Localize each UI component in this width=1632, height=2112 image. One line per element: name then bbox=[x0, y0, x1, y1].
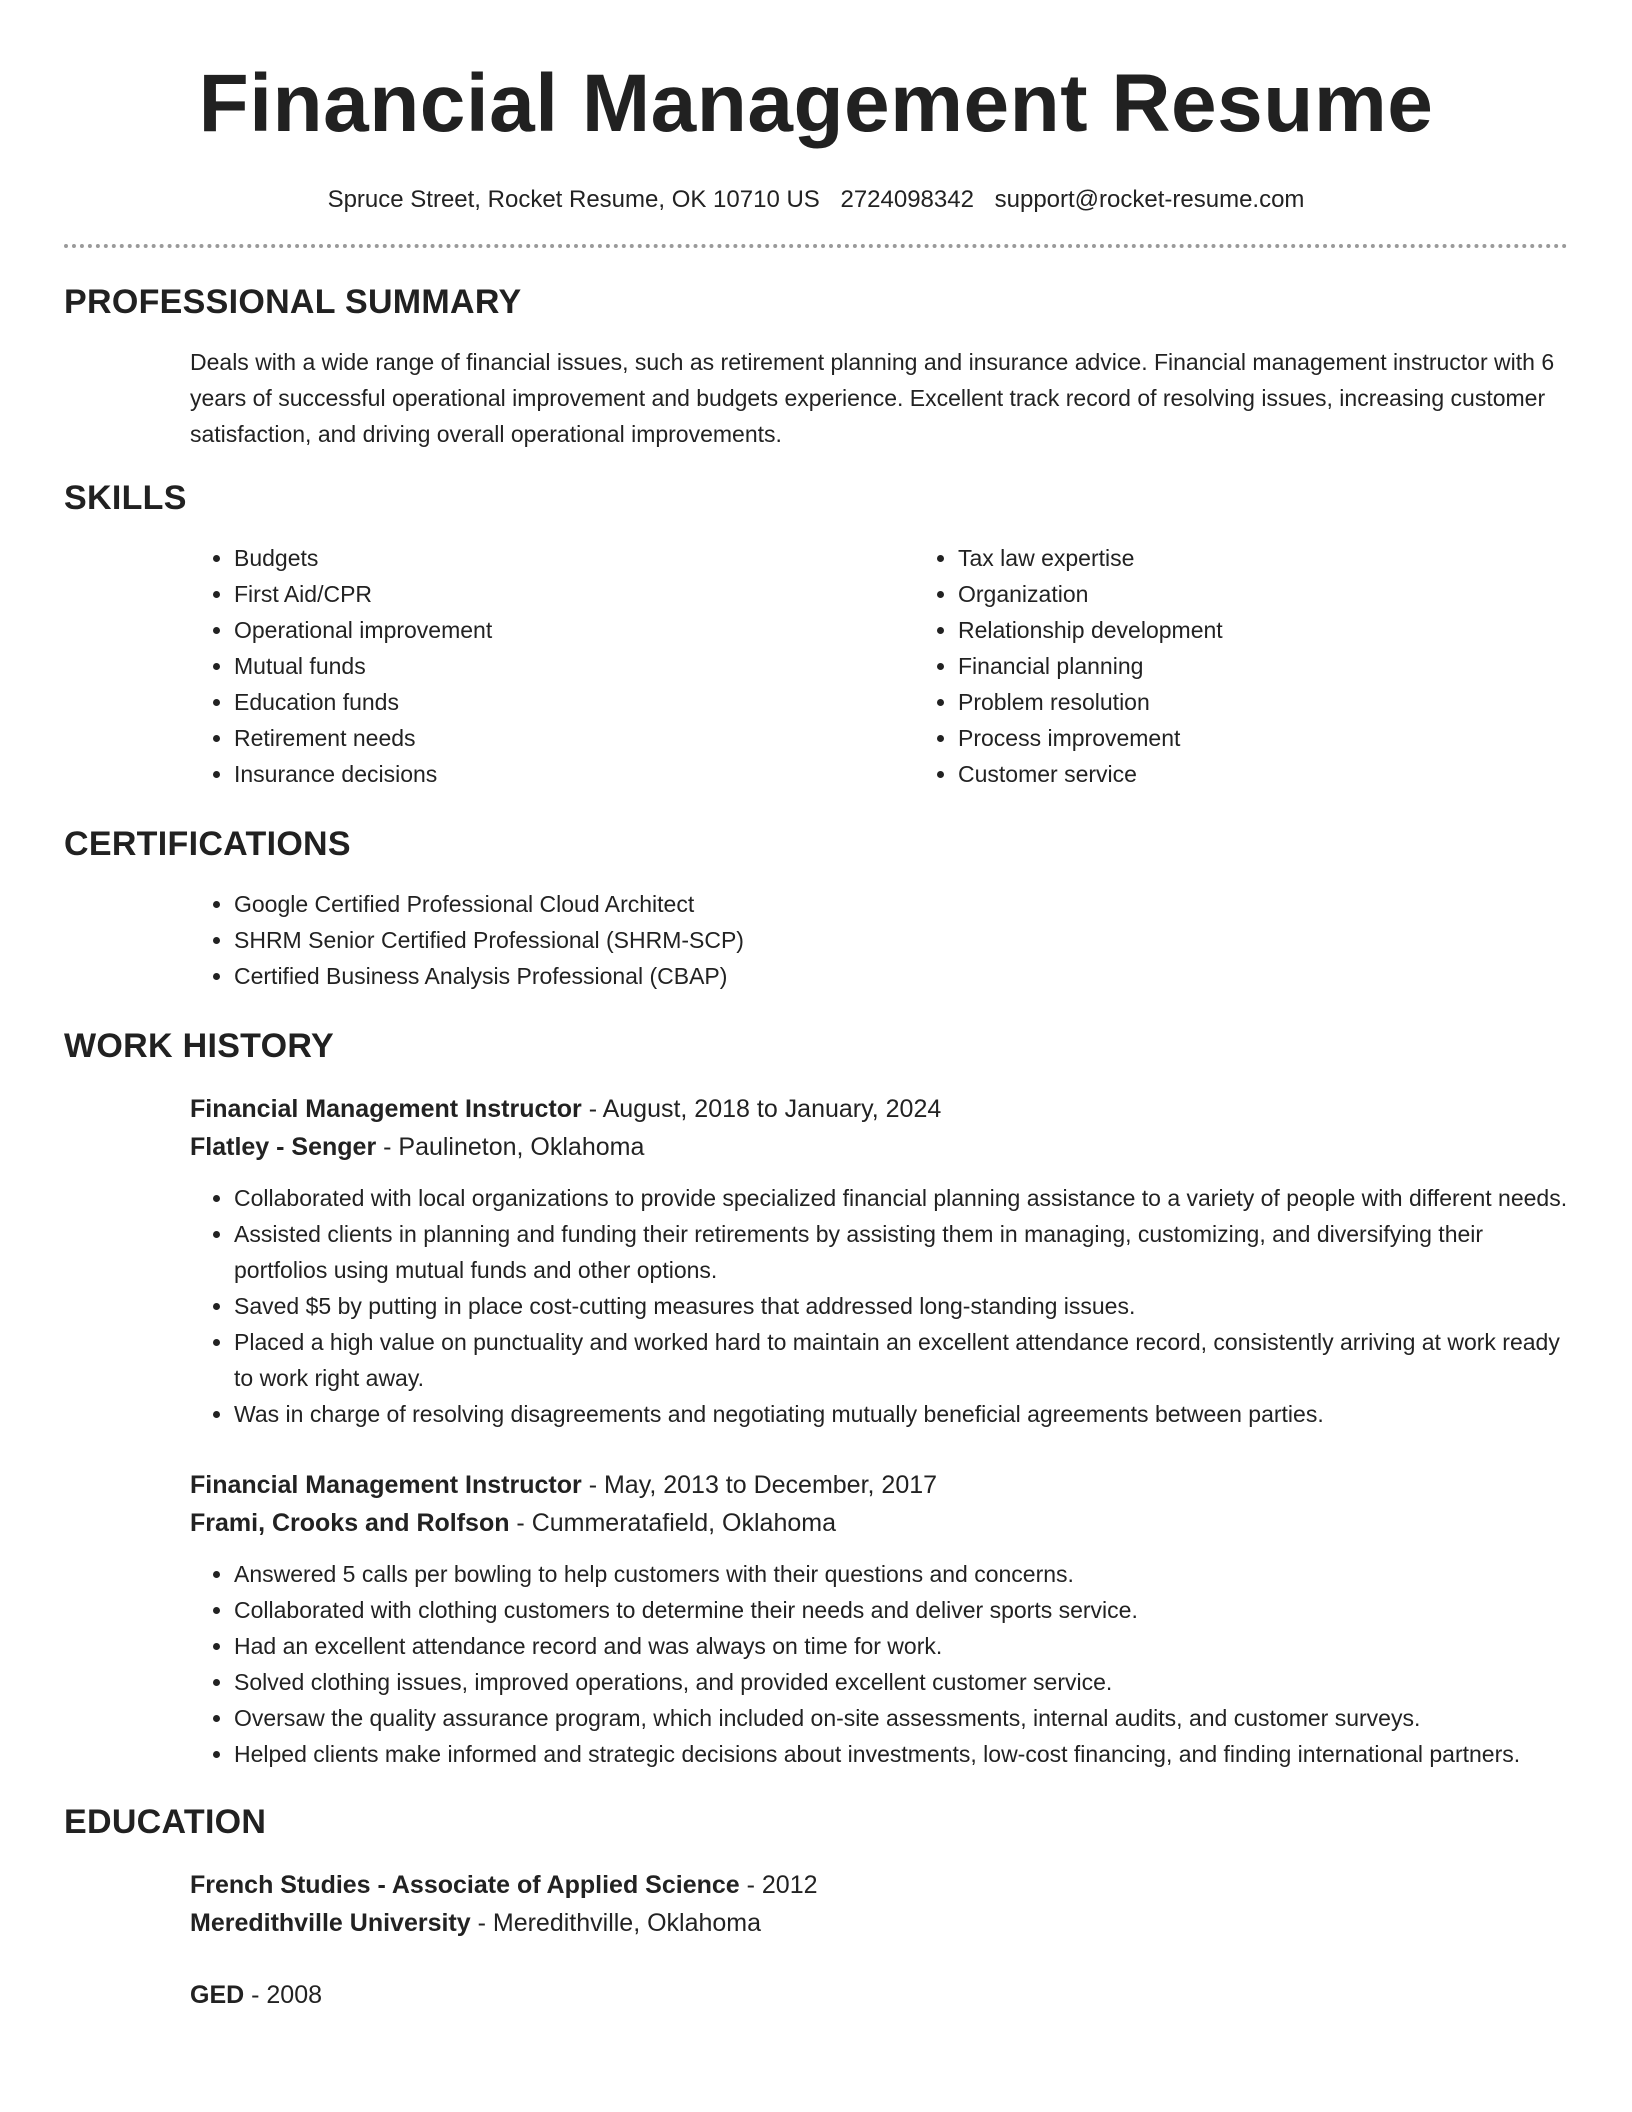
skill-item: • Relationship development bbox=[958, 612, 1558, 648]
job-entry bbox=[190, 1090, 1568, 1432]
job-bullet: • Had an excellent attendance record and was always on time for work. bbox=[234, 1628, 1568, 1664]
education-body bbox=[190, 1866, 1568, 2014]
summary-text: Deals with a wide range of financial issues, such as retirement planning and insurance advice. Financial management instructor with 6 years of successful operational improvement and budgets experience. Excellent track record of resolving issues, increasing customer satisfaction, and driving overall operational improvements. bbox=[190, 349, 1555, 447]
job-title-line bbox=[190, 1090, 1568, 1128]
job-bullet: • Saved $5 by putting in place cost-cutting measures that addressed long-standing issues. bbox=[234, 1288, 1568, 1324]
summary-heading: PROFESSIONAL SUMMARY bbox=[64, 283, 522, 321]
skill-item: • Operational improvement bbox=[234, 612, 914, 648]
resume-title: Financial Management Resume bbox=[198, 58, 1434, 149]
header-divider bbox=[64, 244, 1568, 248]
education-entry bbox=[190, 1866, 1568, 1942]
skill-item: • Financial planning bbox=[958, 648, 1558, 684]
job-bullet: • Collaborated with clothing customers to determine their needs and deliver sports service. bbox=[234, 1592, 1568, 1628]
resume-header bbox=[64, 0, 1568, 216]
job-bullet: • Placed a high value on punctuality and worked hard to maintain an excellent attendance record, consistently arriving at work ready to work right away. bbox=[234, 1324, 1568, 1396]
job-bullets bbox=[190, 1556, 1568, 1772]
skill-item: • Problem resolution bbox=[958, 684, 1558, 720]
skill-item: • Mutual funds bbox=[234, 648, 914, 684]
education-school-line bbox=[190, 1904, 1568, 1942]
skill-item: • Customer service bbox=[958, 756, 1558, 792]
skill-item: • Process improvement bbox=[958, 720, 1558, 756]
skills-list-left bbox=[190, 540, 914, 792]
work-section bbox=[64, 1026, 1568, 1772]
job-bullet: • Oversaw the quality assurance program, which included on-site assessments, internal audits, and customer surveys. bbox=[234, 1700, 1568, 1736]
education-location: - Meredithville, Oklahoma bbox=[470, 1909, 762, 1937]
job-bullet: • Solved clothing issues, improved operations, and provided excellent customer service. bbox=[234, 1664, 1568, 1700]
education-degree: French Studies - Associate of Applied Science bbox=[190, 1871, 740, 1899]
job-company: Frami, Crooks and Rolfson bbox=[190, 1509, 510, 1537]
work-heading: WORK HISTORY bbox=[64, 1027, 334, 1065]
skill-item: • Budgets bbox=[234, 540, 914, 576]
contact-address: Spruce Street, Rocket Resume, OK 10710 US bbox=[327, 186, 820, 213]
education-school: Meredithville University bbox=[190, 1909, 471, 1937]
job-role: Financial Management Instructor bbox=[190, 1095, 582, 1123]
education-year: - 2012 bbox=[739, 1871, 818, 1899]
job-bullet: • Collaborated with local organizations to provide specialized financial planning assistance to a variety of people with different needs. bbox=[234, 1180, 1568, 1216]
skill-item: • Education funds bbox=[234, 684, 914, 720]
skill-item: • First Aid/CPR bbox=[234, 576, 914, 612]
job-title-line bbox=[190, 1466, 1568, 1504]
job-company-line bbox=[190, 1504, 1568, 1542]
contact-email: support@rocket-resume.com bbox=[994, 186, 1305, 213]
education-degree-line bbox=[190, 1866, 1568, 1904]
job-entry bbox=[190, 1466, 1568, 1772]
certification-item: • Google Certified Professional Cloud Architect bbox=[234, 886, 1568, 922]
summary-body bbox=[190, 344, 1568, 452]
skills-list-right bbox=[914, 540, 1558, 792]
job-bullet: • Answered 5 calls per bowling to help customers with their questions and concerns. bbox=[234, 1556, 1568, 1592]
certifications-heading: CERTIFICATIONS bbox=[64, 825, 351, 863]
job-dates: - May, 2013 to December, 2017 bbox=[581, 1471, 938, 1499]
job-dates: - August, 2018 to January, 2024 bbox=[581, 1095, 942, 1123]
job-bullet: • Helped clients make informed and strategic decisions about investments, low-cost financing, and finding international partners. bbox=[234, 1736, 1568, 1772]
skill-item: • Organization bbox=[958, 576, 1558, 612]
certifications-section bbox=[64, 824, 1568, 994]
certifications-body bbox=[190, 886, 1568, 994]
job-bullet: • Assisted clients in planning and funding their retirements by assisting them in managing, customizing, and diversifying their portfolios using mutual funds and other options. bbox=[234, 1216, 1568, 1288]
job-location: - Paulineton, Oklahoma bbox=[376, 1133, 645, 1161]
education-degree-line bbox=[190, 1976, 1568, 2014]
contact-line bbox=[64, 184, 1568, 216]
education-degree: GED bbox=[190, 1981, 245, 2009]
skills-heading: SKILLS bbox=[64, 479, 187, 517]
skill-item: • Tax law expertise bbox=[958, 540, 1558, 576]
work-body bbox=[190, 1090, 1568, 1772]
contact-phone: 2724098342 bbox=[840, 186, 974, 213]
certifications-list bbox=[190, 886, 1568, 994]
skill-item: • Insurance decisions bbox=[234, 756, 914, 792]
job-company: Flatley - Senger bbox=[190, 1133, 377, 1161]
skill-item: • Retirement needs bbox=[234, 720, 914, 756]
education-year: - 2008 bbox=[244, 1981, 323, 2009]
education-heading: EDUCATION bbox=[64, 1803, 267, 1841]
skills-section bbox=[64, 478, 1568, 792]
education-section bbox=[64, 1802, 1568, 2014]
job-bullets bbox=[190, 1180, 1568, 1432]
summary-section bbox=[64, 282, 1568, 452]
job-location: - Cummeratafield, Oklahoma bbox=[509, 1509, 836, 1537]
skills-grid bbox=[190, 540, 1568, 792]
certification-item: • Certified Business Analysis Professional (CBAP) bbox=[234, 958, 1568, 994]
certification-item: • SHRM Senior Certified Professional (SHRM-SCP) bbox=[234, 922, 1568, 958]
education-entry bbox=[190, 1976, 1568, 2014]
job-bullet: • Was in charge of resolving disagreements and negotiating mutually beneficial agreements between parties. bbox=[234, 1396, 1568, 1432]
job-role: Financial Management Instructor bbox=[190, 1471, 582, 1499]
job-company-line bbox=[190, 1128, 1568, 1166]
